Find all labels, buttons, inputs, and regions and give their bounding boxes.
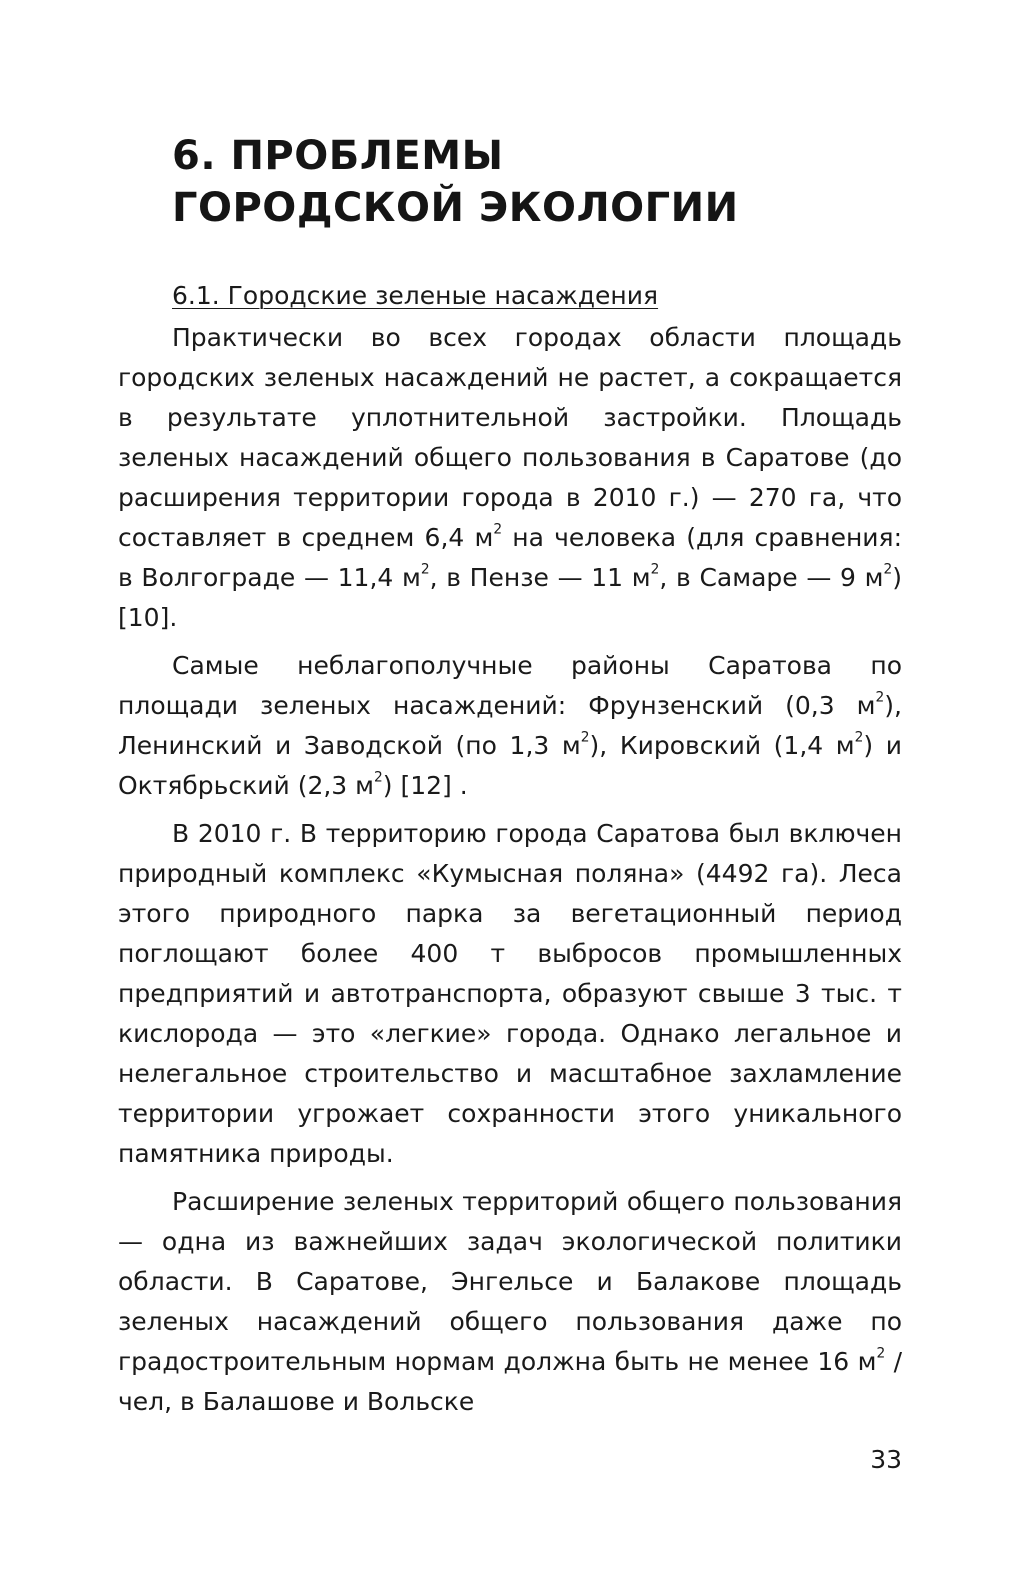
paragraph-1-text-d: , в Самаре — 9 м [659, 563, 884, 592]
page-number: 33 [870, 1445, 902, 1474]
superscript: 2 [650, 561, 660, 578]
paragraph-2-text-a: Самые неблагополучные районы Саратова по площади зеленых насаждений: Фрунзенский (0,3 м [118, 651, 902, 720]
superscript: 2 [854, 729, 864, 746]
chapter-title [172, 130, 902, 234]
paragraph-2-text-e: ) [12] . [382, 771, 468, 800]
paragraph-1 [118, 318, 902, 638]
superscript: 2 [875, 689, 885, 706]
section-heading: 6.1. Городские зеленые насаждения [172, 281, 659, 310]
paragraph-4-text-a: Расширение зеленых территорий общего пользования — одна из важнейших задач экологической политики области. В Саратове, Энгельсе и Балакове площадь зеленых насаждений общего пользования даже по градостроительным нормам должна быть не менее 16 м [118, 1187, 902, 1376]
paragraph-2 [118, 646, 902, 806]
chapter-title-line-1: 6. ПРОБЛЕМЫ [172, 133, 504, 179]
superscript: 2 [420, 561, 430, 578]
paragraph-1-text-c: , в Пензе — 11 м [429, 563, 651, 592]
paragraph-1-text-e: ) [10]. [118, 563, 903, 632]
paragraph-4 [118, 1182, 902, 1422]
superscript: 2 [580, 729, 590, 746]
paragraph-4-text-b: / чел, в Балашове и Вольске [118, 1347, 902, 1416]
page-content [118, 130, 902, 1422]
paragraph-2-text-b: ), Ленинский и Заводской (по 1,3 м [118, 691, 902, 760]
superscript: 2 [876, 1345, 886, 1362]
chapter-title-line-2: ГОРОДСКОЙ ЭКОЛОГИИ [172, 185, 739, 231]
paragraph-3: В 2010 г. В территорию города Саратова был включен природный комплекс «Кумысная поляна» (4492 га). Леса этого природного парка за вегетационный период поглощают более 400 т выбросов промышленных предприятий и автотранспорта, образуют свыше 3 тыс. т кислорода — это «легкие» города. Однако легальное и нелегальное строительство и масштабное захламление территории угрожает сохранности этого уникального памятника природы. [118, 819, 902, 1168]
paragraph-2-text-c: ), Кировский (1,4 м [589, 731, 855, 760]
superscript: 2 [883, 561, 893, 578]
paragraph-2-text-d: ) и Октябрьский (2,3 м [118, 731, 902, 800]
superscript: 2 [374, 769, 383, 786]
paragraph-1-text-a: Практически во всех городах области площадь городских зеленых насаждений не растет, а сокращается в результате уплотнительной застройки. Площадь зеленых насаждений общего пользования в Саратове (до расширения территории города в 2010 г.) — 270 га, что составляет в среднем 6,4 м [118, 323, 902, 552]
superscript: 2 [493, 521, 503, 538]
paragraph-1-text-b: на человека (для сравнения: в Волгограде — 11,4 м [118, 523, 903, 592]
